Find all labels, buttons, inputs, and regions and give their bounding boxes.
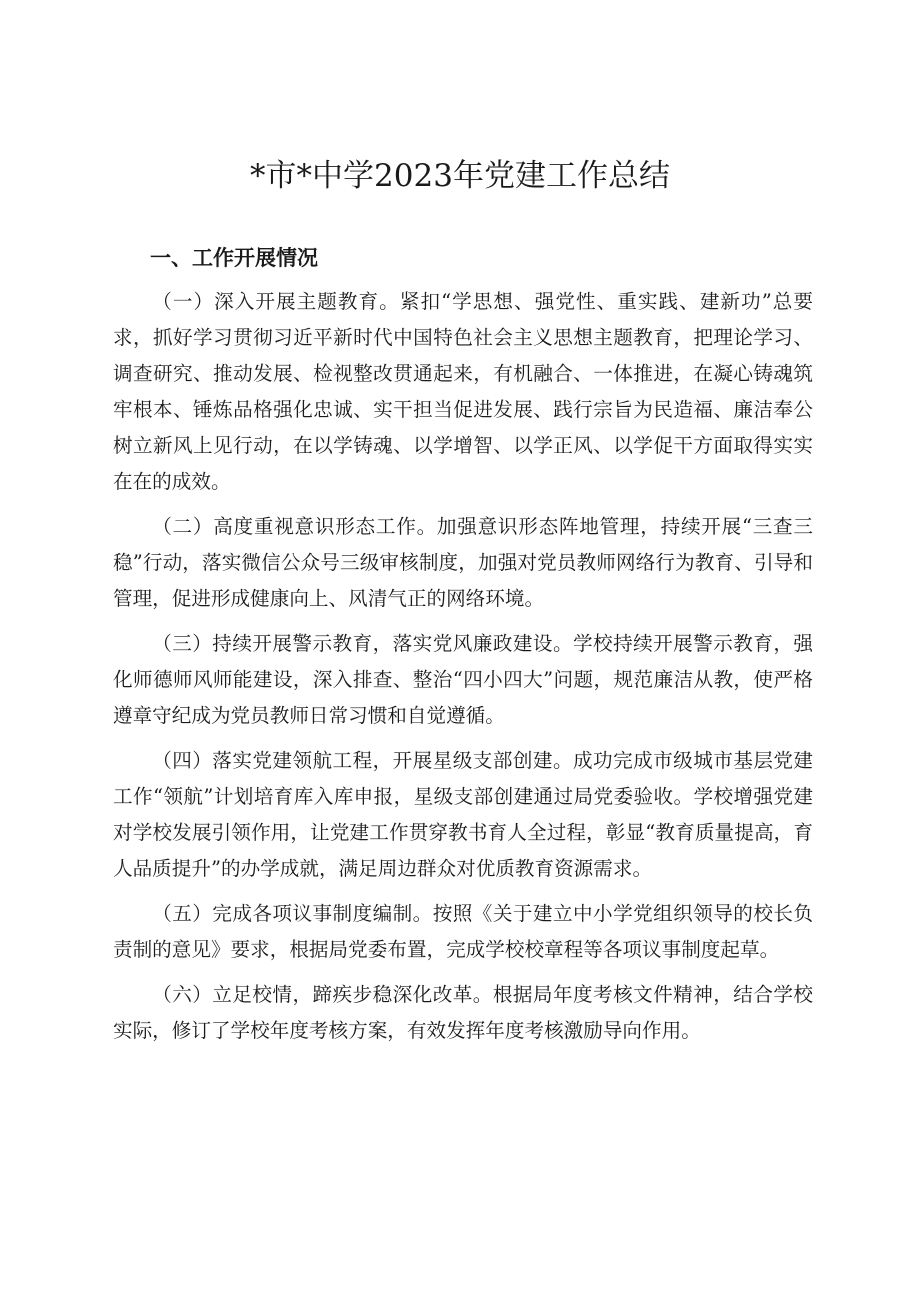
paragraph-party-leadership-project: （四）落实党建领航工程，开展星级支部创建。成功完成市级城市基层党建工作“领航”计划培育库入库申报，星级支部创建通过局党委验收。学校增强党建对学校发展引领作用，让党建工作贯穿教书育人全过程，彰显“教育质量提高，育人品质提升”的办学成就，满足周边群众对优质教育资源需求。	[113, 749, 813, 880]
section-body	[113, 284, 813, 1058]
paragraph-deepen-reform: （六）立足校情，蹄疾步稳深化改革。根据局年度考核文件精神，结合学校实际，修订了学校年度考核方案，有效发挥年度考核激励导向作用。	[113, 983, 813, 1042]
document-title: *市*中学2023年党建工作总结	[250, 158, 670, 194]
paragraph-rules-compilation: （五）完成各项议事制度编制。按照《关于建立中小学党组织领导的校长负责制的意见》要求，根据局党委布置，完成学校校章程等各项议事制度起草。	[113, 902, 813, 961]
section-heading-work-progress: 一、工作开展情况	[150, 246, 318, 270]
paragraph-ideology-work: （二）高度重视意识形态工作。加强意识形态阵地管理，持续开展“三查三稳”行动，落实微信公众号三级审核制度，加强对党员教师网络行为教育、引导和管理，促进形成健康向上、风清气正的网络环境。	[113, 515, 813, 610]
paragraph-theme-education: （一）深入开展主题教育。紧扣“学思想、强党性、重实践、建新功”总要求，抓好学习贯彻习近平新时代中国特色社会主义思想主题教育，把理论学习、调查研究、推动发展、检视整改贯通起来，有机融合、一体推进，在凝心铸魂筑牢根本、锤炼品格强化忠诚、实干担当促进发展、践行宗旨为民造福、廉洁奉公树立新风上见行动，在以学铸魂、以学增智、以学正风、以学促干方面取得实实在在的成效。	[113, 290, 813, 493]
paragraph-warning-education: （三）持续开展警示教育，落实党风廉政建设。学校持续开展警示教育，强化师德师风师能建设，深入排查、整治“四小四大”问题，规范廉洁从教，使严格遵章守纪成为党员教师日常习惯和自觉遵循。	[113, 632, 813, 727]
